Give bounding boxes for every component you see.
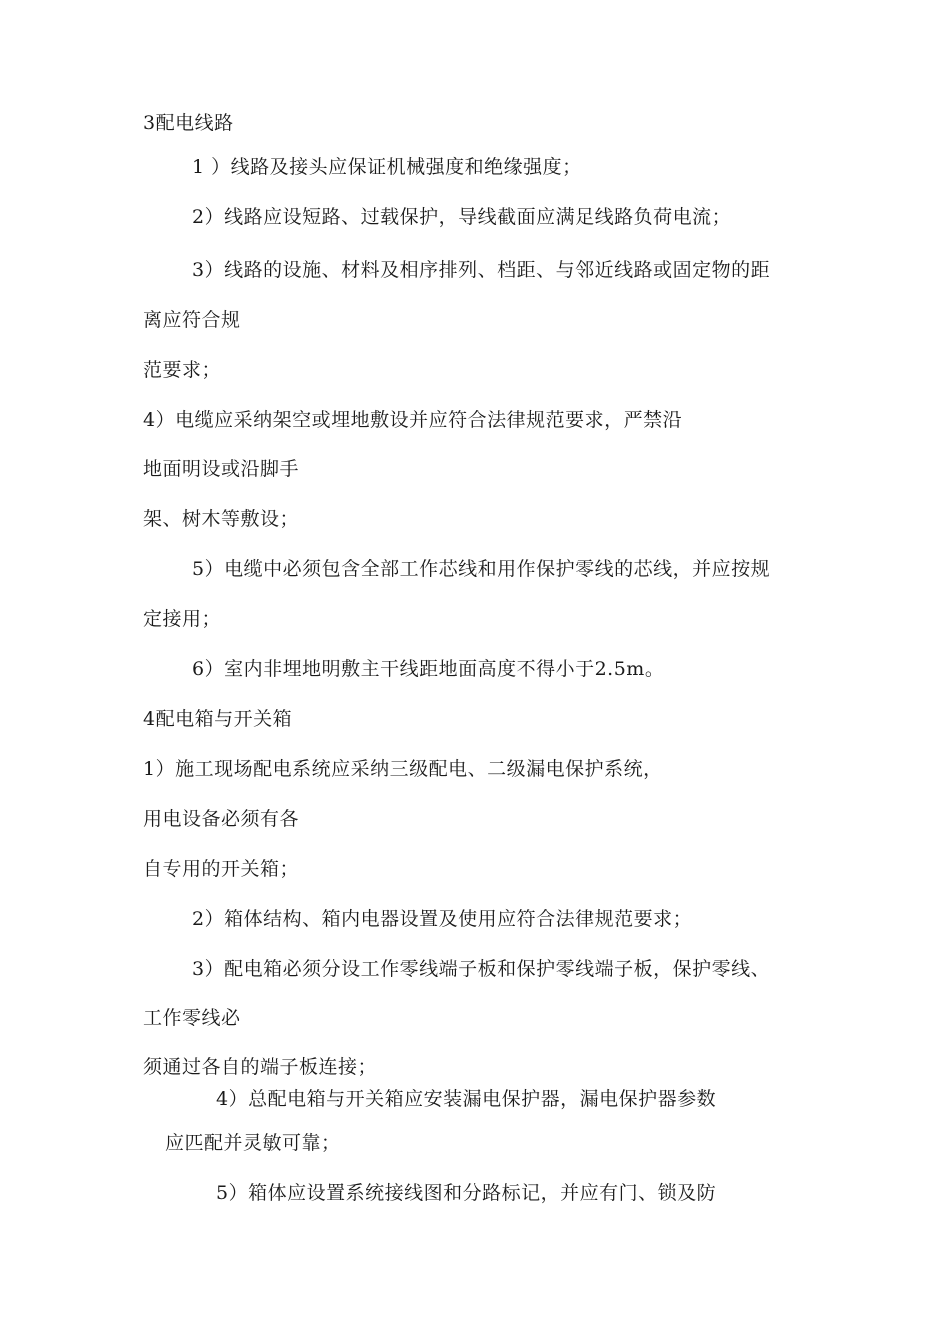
paragraph-line: 地面明设或沿脚手 [143,458,300,480]
paragraph-line: 4）电缆应采纳架空或埋地敷设并应符合法律规范要求，严禁沿 [143,409,683,431]
section-heading-distribution-boxes: 4配电箱与开关箱 [143,708,293,730]
paragraph-line: 工作零线必 [143,1007,241,1029]
paragraph-line: 自专用的开关箱； [143,858,300,880]
paragraph-line: 须通过各自的端子板连接； [143,1056,378,1078]
paragraph-line: 1）施工现场配电系统应采纳三级配电、二级漏电保护系统， [143,758,663,780]
paragraph-line: 架、树木等敷设； [143,508,300,530]
paragraph-line: 6）室内非埋地明敷主干线距地面高度不得小于2.5m。 [192,658,665,680]
paragraph-line: 定接用； [143,608,222,630]
paragraph-line: 5）电缆中必须包含全部工作芯线和用作保护零线的芯线，并应按规 [192,558,771,580]
paragraph-line: 3）配电箱必须分设工作零线端子板和保护零线端子板，保护零线、 [192,958,771,980]
section-heading-distribution-lines: 3配电线路 [143,112,234,134]
paragraph-line: 1 ）线路及接头应保证机械强度和绝缘强度； [192,156,582,178]
paragraph-line: 3）线路的设施、材料及相序排列、档距、与邻近线路或固定物的距 [192,259,771,281]
paragraph-line: 4）总配电箱与开关箱应安装漏电保护器，漏电保护器参数 [216,1088,717,1110]
paragraph-line: 离应符合规 [143,309,241,331]
paragraph-line: 范要求； [143,359,222,381]
paragraph-line: 应匹配并灵敏可靠； [165,1132,341,1154]
paragraph-line: 5）箱体应设置系统接线图和分路标记，并应有门、锁及防 [216,1182,717,1204]
paragraph-line: 2）箱体结构、箱内电器设置及使用应符合法律规范要求； [192,908,693,930]
paragraph-line: 用电设备必须有各 [143,808,300,830]
paragraph-line: 2）线路应设短路、过载保护，导线截面应满足线路负荷电流； [192,206,732,228]
